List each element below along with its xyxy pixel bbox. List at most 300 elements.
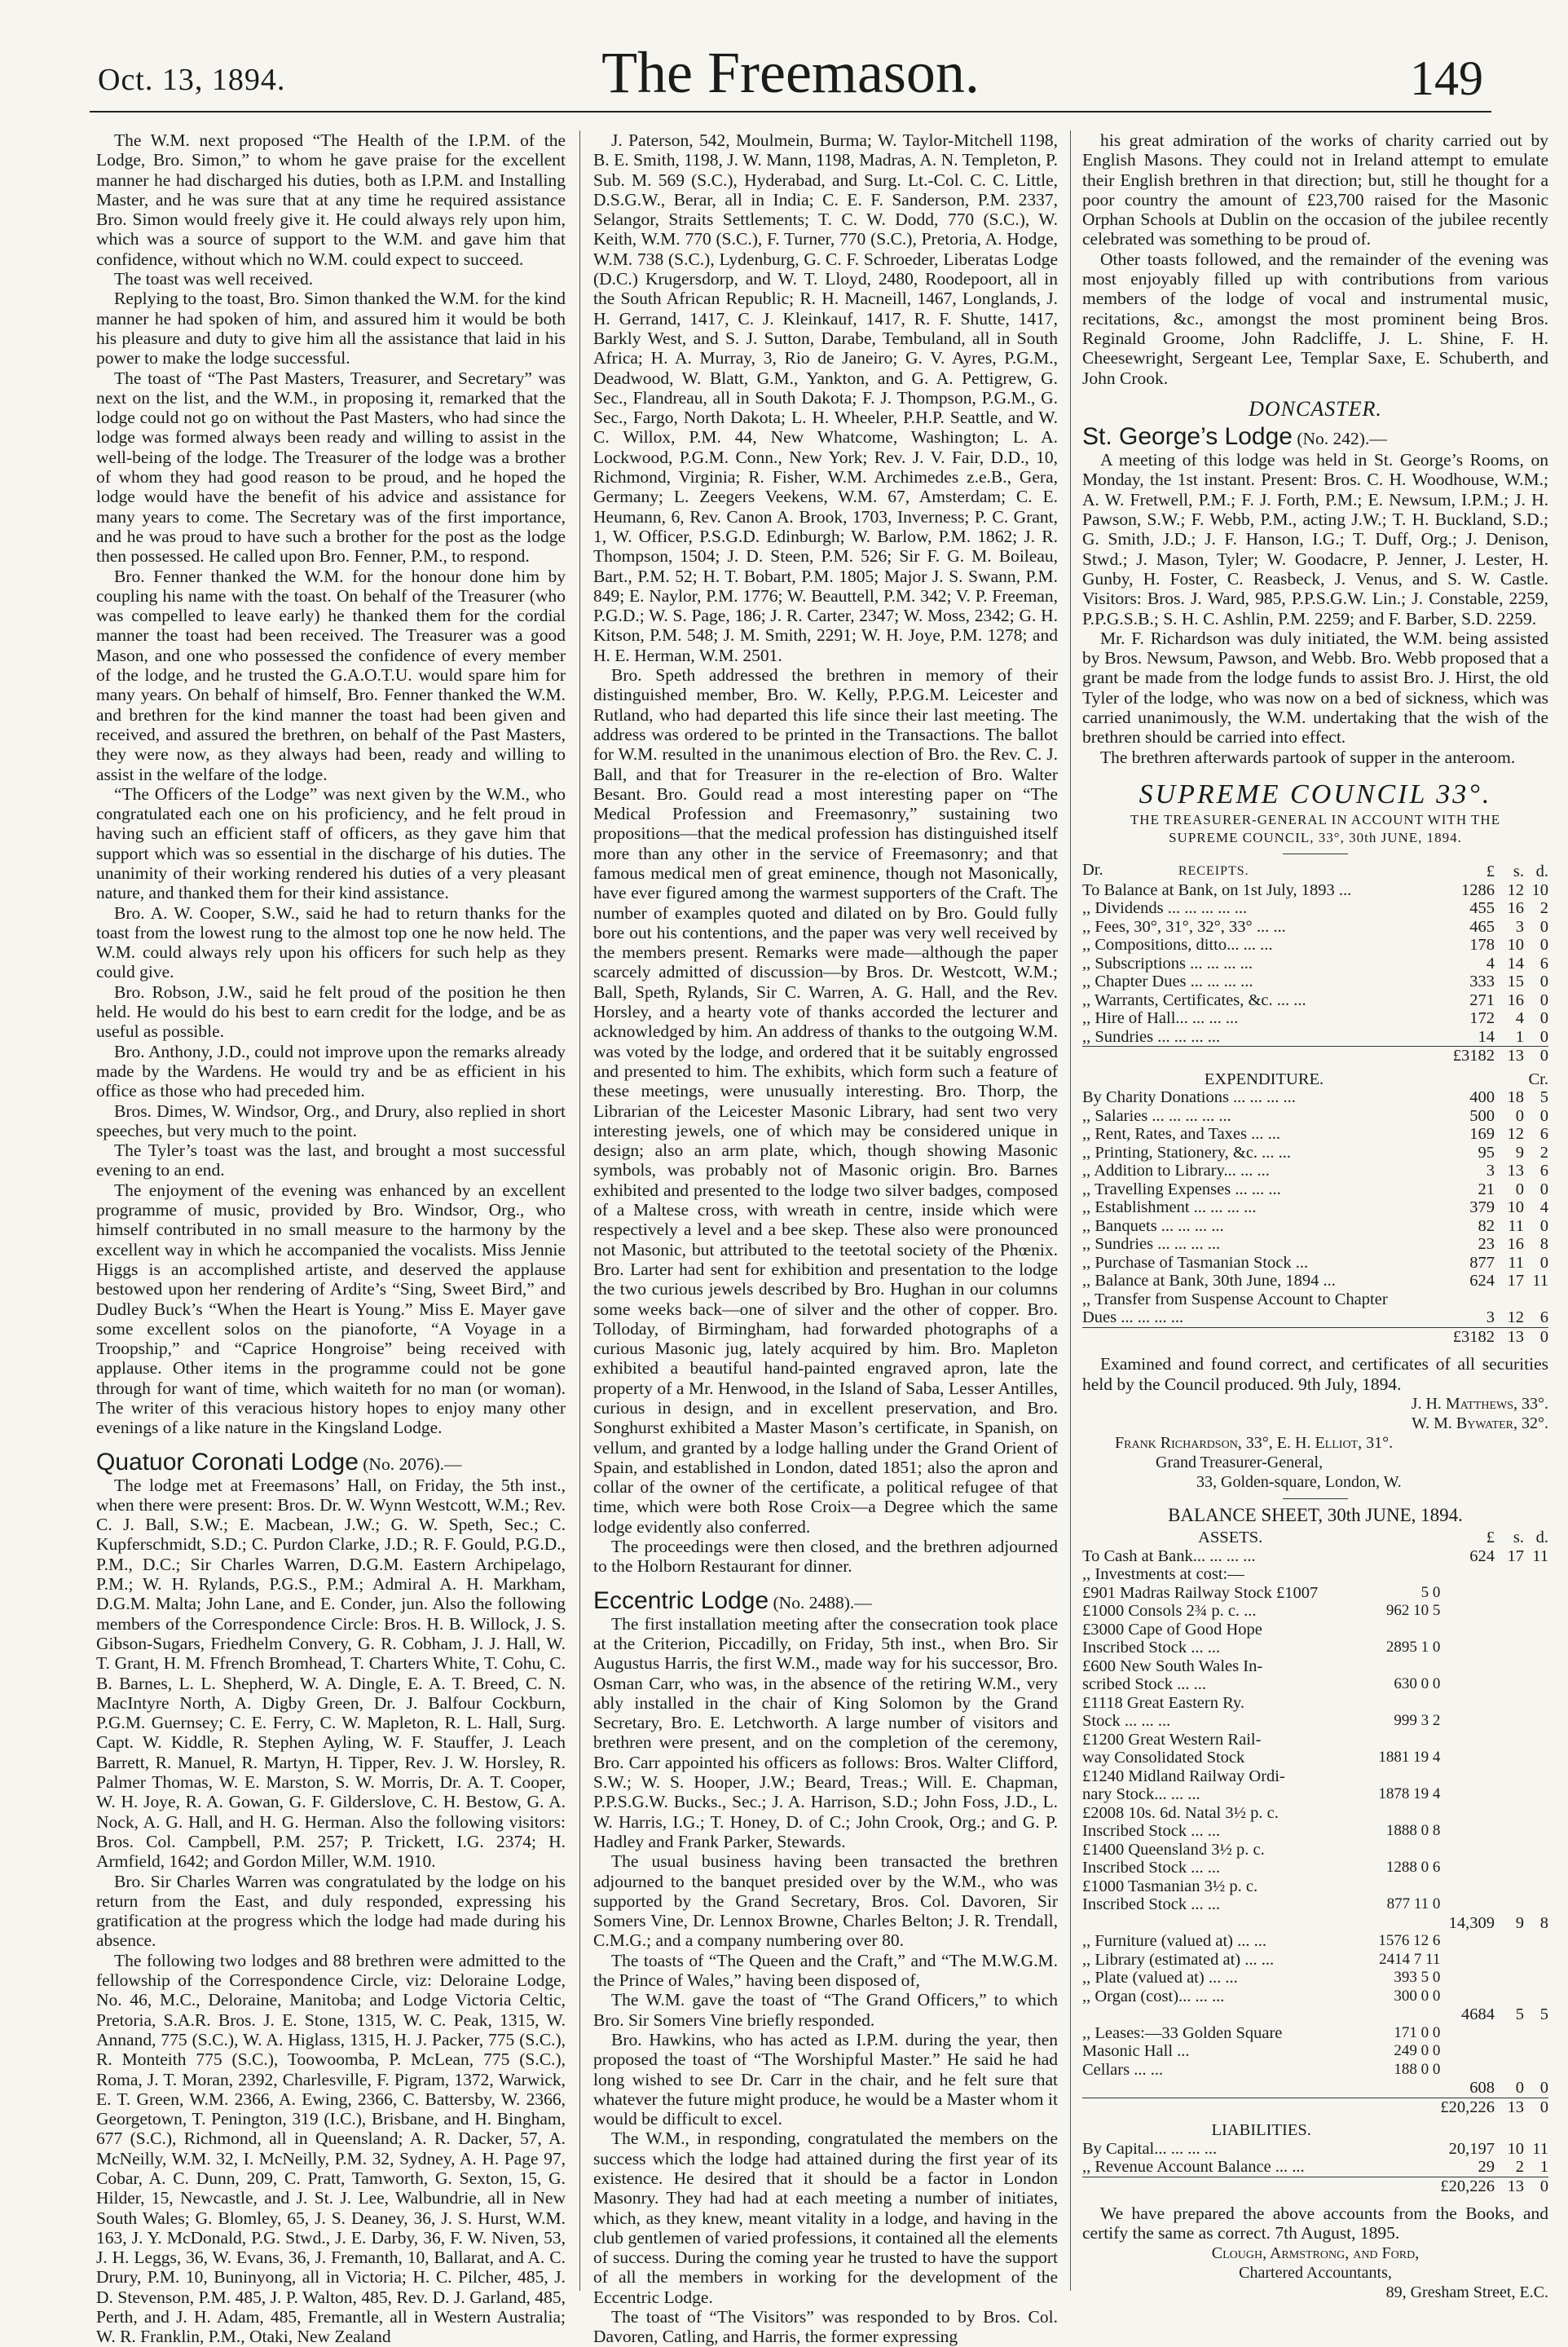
paragraph: Bro. Hawkins, who has acted as I.P.M. during the year, then proposed the toast of “The Worshipful Master.” He said he had long wished to see Dr. Carr in the chair, and he felt sure that whatever the future might produce, he would be a Master whom it would be difficult to excel. xyxy=(593,2029,1058,2129)
lodge-title: Eccentric Lodge xyxy=(593,1586,769,1614)
shillings-value: 17 xyxy=(1507,1272,1524,1290)
page-header xyxy=(90,33,1491,112)
account-label: £1000 Consols 2¾ p. c. ... xyxy=(1082,1602,1257,1621)
account-label: ,, Printing, Stationery, &c. ... ... xyxy=(1082,1143,1292,1162)
account-label: ,, Plate (valued at) ... ... xyxy=(1082,1969,1238,1987)
account-row xyxy=(1082,1841,1548,1860)
shillings-value: 18 xyxy=(1507,1088,1524,1107)
total-pounds: £20,226 xyxy=(1440,2177,1495,2195)
pounds-value: 23 xyxy=(1478,1235,1495,1254)
pence-value xyxy=(1524,1621,1548,1639)
pence-value: 10 xyxy=(1531,880,1548,899)
expenditure-heading: EXPENDITURE. xyxy=(1204,1070,1324,1088)
shillings-value xyxy=(1495,1895,1524,1914)
pence-value xyxy=(1524,1749,1548,1767)
pence-value xyxy=(1524,1951,1548,1970)
shillings-value xyxy=(1495,2024,1524,2043)
subtotal-value: 999 3 2 xyxy=(1394,1712,1441,1730)
account-label: Masonic Hall ... xyxy=(1082,2042,1190,2061)
subtotal-value xyxy=(1378,2005,1440,2024)
subtotal-value: 1288 0 6 xyxy=(1385,1859,1441,1877)
pence-value xyxy=(1524,1804,1548,1823)
pounds-value xyxy=(1440,1785,1495,1804)
pounds-value xyxy=(1440,1804,1495,1823)
pounds-value xyxy=(1440,1841,1495,1860)
pounds-value: 379 xyxy=(1469,1198,1495,1217)
pounds-value: 82 xyxy=(1478,1216,1495,1235)
pence-value xyxy=(1524,1657,1548,1676)
doncaster-heading: DONCASTER. xyxy=(1249,396,1382,421)
account-label: ,, Balance at Bank, 30th June, 1894 ... xyxy=(1082,1272,1336,1290)
pounds-value: 271 xyxy=(1469,990,1495,1009)
pence-value xyxy=(1524,1895,1548,1914)
paragraph: Bro. A. W. Cooper, S.W., said he had to return thanks for the toast from the lowest rung to the almost top one he now held. The W.M. could always rely upon his officers for such help as they could give. xyxy=(96,902,566,982)
signature: Frank Richardson, 33°, E. H. Elliot, 31°. xyxy=(1115,1433,1394,1452)
account-row xyxy=(1082,1767,1548,1786)
subtotal-value xyxy=(1378,1877,1440,1896)
pounds-value xyxy=(1440,1712,1495,1731)
subtotal-value: 2895 1 0 xyxy=(1385,1639,1441,1657)
pounds-value: 877 xyxy=(1469,1253,1495,1272)
account-row xyxy=(1082,2005,1548,2024)
account-row xyxy=(1082,1657,1548,1676)
shillings-value: 16 xyxy=(1507,1235,1524,1254)
subtotal-value xyxy=(1378,1914,1440,1933)
shillings-value: 0 xyxy=(1515,1180,1524,1198)
paragraph: The toast of “The Past Masters, Treasurer, and Secretary” was next on the list, and the W.M., in proposing it, remarked that the lodge could not go on without the Past Masters, who had since the lodge was formed always been ready and willing to assist in the well-being of the lodge. The Treasurer of the lodge was a brother of whom they had good reason to be proud, and he hoped the lodge would have the benefit of his advice and assistance for many years to come. The Secretary was of the first importance, and he was proud to have such a brother for the post as the lodge then possessed. He called upon Bro. Fenner, P.M., to respond. xyxy=(96,368,566,567)
subtotal-value: 1881 19 4 xyxy=(1378,1749,1441,1767)
liabilities-heading: LIABILITIES. xyxy=(1211,2121,1311,2140)
pence-value: 6 xyxy=(1539,1308,1548,1327)
shillings-value: 14 xyxy=(1507,954,1524,973)
account-label: £600 New South Wales In- xyxy=(1082,1657,1263,1675)
page-number: 149 xyxy=(1410,51,1483,105)
account-label xyxy=(1082,1914,1378,1933)
pence-value xyxy=(1524,1731,1548,1749)
pence-value xyxy=(1524,1932,1548,1951)
account-row xyxy=(1082,1254,1548,1273)
account-label: ,, Furniture (valued at) ... ... xyxy=(1082,1932,1267,1951)
pounds-value xyxy=(1440,1987,1495,2006)
account-row xyxy=(1082,1180,1548,1199)
shillings-value xyxy=(1495,1822,1524,1841)
pence-value xyxy=(1524,1877,1548,1896)
account-row xyxy=(1082,973,1548,991)
account-label: ,, Addition to Library... ... ... xyxy=(1082,1162,1270,1180)
paragraph: The toast of “The Visitors” was responded to by Bros. Col. Davoren, Catling, and Harris, the former expressing xyxy=(593,2307,1058,2347)
pence-value: 1 xyxy=(1539,2158,1548,2177)
pounds-value: 14,309 xyxy=(1448,1913,1495,1932)
account-row xyxy=(1082,1125,1548,1144)
pence-value: 6 xyxy=(1539,954,1548,973)
masthead-title: The Freemason. xyxy=(601,40,980,105)
account-row xyxy=(1082,1144,1548,1162)
paragraph: The W.M. gave the toast of “The Grand Officers,” to which Bro. Sir Somers Vine briefly responded. xyxy=(593,1990,1058,2030)
total-pence: 0 xyxy=(1524,2098,1548,2116)
paragraph: Mr. F. Richardson was duly initiated, the W.M. being assisted by Bros. Newsum, Pawson, and Webb. Bro. Webb proposed that a grant be made from the lodge funds to assist Bro. J. Hirst, the old Tyler of the lodge, who was now on a bed of sickness, which was carried unanimously, the W.M. undertaking that the wish of the brethren should be carried into effect. xyxy=(1082,628,1548,748)
account-subtitle: THE TREASURER-GENERAL IN ACCOUNT WITH THE xyxy=(1130,812,1501,828)
account-row xyxy=(1082,1749,1548,1767)
total-pounds: £3182 xyxy=(1446,1327,1495,1346)
pounds-value xyxy=(1440,1895,1495,1914)
paragraph: his great admiration of the works of charity carried out by English Masons. They could not in Ireland attempt to emulate their English brethren in that direction; but, still he thought for a poor country the amount of £23,700 raised for the Masonic Orphan Schools at Dublin on the occasion of the jubilee recently celebrated was something to be proud of. xyxy=(1082,130,1548,249)
shillings-value xyxy=(1495,1712,1524,1731)
pence-value: 6 xyxy=(1539,1162,1548,1180)
account-label: ,, Dividends ... ... ... ... ... xyxy=(1082,899,1248,918)
total-shillings: 13 xyxy=(1495,2098,1524,2116)
shillings-value xyxy=(1495,1602,1524,1621)
subtotal-value xyxy=(1378,1694,1440,1713)
pounds-value xyxy=(1440,1584,1495,1603)
account-label: Inscribed Stock ... ... xyxy=(1082,1822,1221,1841)
shillings-value xyxy=(1495,1804,1524,1823)
pounds-value xyxy=(1440,1639,1495,1657)
eccentric-lodge-report xyxy=(593,1614,1058,2347)
assets-heading: ASSETS. xyxy=(1198,1529,1263,1547)
subtotal-value: 300 0 0 xyxy=(1394,1987,1441,2005)
receipts-table xyxy=(1082,861,1548,1065)
pounds-value xyxy=(1440,1932,1495,1951)
account-row xyxy=(1082,2042,1548,2061)
account-row xyxy=(1082,1785,1548,1804)
account-label: ,, Travelling Expenses ... ... ... xyxy=(1082,1180,1281,1198)
account-label: ,, Organ (cost)... ... ... xyxy=(1082,1987,1225,2005)
account-label: ,, Hire of Hall... ... ... ... xyxy=(1082,1009,1239,1028)
account-row xyxy=(1082,1217,1548,1236)
pence-value: 0 xyxy=(1539,1253,1548,1272)
assets-table xyxy=(1082,1529,1548,2116)
signature: J. H. Matthews, 33°. xyxy=(1411,1394,1548,1413)
paragraph: Bro. Anthony, J.D., could not improve upon the remarks already made by the Wardens. He would try and be as efficient in his office as those who had preceded him. xyxy=(96,1041,566,1101)
pence-value xyxy=(1524,2061,1548,2080)
pounds-header: £ xyxy=(1486,862,1495,881)
account-label: scribed Stock ... ... xyxy=(1082,1675,1207,1694)
pence-value xyxy=(1524,1767,1548,1786)
shillings-value xyxy=(1495,1767,1524,1786)
pence-value xyxy=(1524,1565,1548,1584)
paragraph: The toasts of “The Queen and the Craft,” and “The M.W.G.M. the Prince of Wales,” having been disposed of, xyxy=(593,1950,1058,1991)
account-row xyxy=(1082,1162,1548,1180)
paragraph: Bro. Speth addressed the brethren in memory of their distinguished member, Bro. W. Kelly, P.P.G.M. Leicester and Rutland, who had departed this life since their last meeting. The address was ordered to be printed in the Transactions. The ballot for W.M. resulted in the unanimous election of Bro. the Rev. C. J. Ball, and that for Treasurer in the re-election of Bro. Walter Besant. Bro. Gould read a most interesting paper on “The Medical Profession and Freemasonry,” sustaining two propositions—that the medical profession has distinguished itself more than any other in the service of Freemasonry; and that famous medical men of great eminence, though not Masonically, have ever figured among the warmest supporters of the Craft. The number of examples quoted and dilated on by Bro. Gould fully bore out his contentions, and the paper was very well received by the members present. Remarks were made—although the paper scarcely admitted of discussion—by Bros. Dr. Westcott, W.M.; Ball, Speth, Rylands, Sir C. Warren, A. G. Hall, and the Rev. Horsley, and a hearty vote of thanks accorded the lecturer and acknowledged by him. An address of thanks to the outgoing W.M. was voted by the lodge, and ordered that it be suitably engrossed and presented to him. The exhibits, which form such a feature of these meetings, were unusually interesting. Bro. Thorp, the Librarian of the Leicester Masonic Library, had sent two very interesting jewels, one of which may be considered unique in design; also an arm plate, which, though showing Masonic symbols, was probably not of Masonic origin. Bro. Barnes exhibited and presented to the lodge two silver badges, composed of a Maltese cross, with wreath in centre, inside which were respectively a level and a bee skep. These also were pronounced not Masonic, but attributed to the teetotal society of the Phœnix. Bro. Larter had sent for exhibition and presentation to the lodge the two curious jewels described by Bro. Hughan in our columns some weeks back—one of silver and the other of copper. Bro. Tolloday, of Birmingham, had forwarded photographs of a curious Masonic jug, lately acquired by him. Bro. Mapleton exhibited a beautiful hand-painted engraved apron, late the property of a Mr. Henwood, in the Island of Saba, Lesser Antilles, curious in design, and in excellent preservation, and Bro. Songhurst exhibited a Master Mason’s certificate, in Spanish, on vellum, and granted by a lodge halling under the Grand Orient of Spain, and established in London, dated 1851; also the apron and collar of the owner of the certificate, a political refugee of that time, which were both Rose Croix—a Degree which the same lodge evidently also conferred. xyxy=(593,665,1058,1537)
pounds-value: 4 xyxy=(1486,954,1495,973)
pounds-value: 3 xyxy=(1486,1308,1495,1327)
pounds-value: 624 xyxy=(1469,1272,1495,1290)
pounds-value: 95 xyxy=(1478,1143,1495,1162)
pence-value xyxy=(1524,1969,1548,1987)
paragraph: J. Paterson, 542, Moulmein, Burma; W. Taylor-Mitchell 1198, B. E. Smith, 1198, J. W. Mann, 1198, Madras, A. N. Templeton, P. Sub. M. 569 (S.C.), Hyderabad, and Surg. Lt.-Col. C. C. Little, D.S.G.W., Berar, all in India; C. E. F. Sanderson, P.M. 2337, Selangor, Straits Settlements; T. C. W. Dodd, 770 (S.C.), W. Keith, W.M. 770 (S.C.), F. Turner, 770 (S.C.), Pretoria, A. Hodge, W.M. 738 (S.C.), Lydenburg, G. C. F. Schroeder, Liberatas Lodge (D.C.) Krugersdorp, and W. T. Lloyd, 2480, Roodepoort, all in the South African Republic; R. H. Macneill, 1467, Longlands, J. H. Gerrand, 1417, C. J. Kleinkauf, 1417, R. F. Shutte, 1417, Barkly West, and S. J. Sutton, Darabe, Tembuland, all in South Africa; H. A. Murray, 3, Rio de Janeiro; G. V. Ayres, P.G.M., Deadwood, W. Blatt, G.M., Yankton, and G. A. Pettigrew, G. Sec., Flandreau, all in South Dakota; F. J. Thompson, P.G.M., G. Sec., Fargo, North Dakota; L. H. Wheeler, P.H.P. Seattle, and W. C. Willox, P.M. 44, New Whatcome, Washington; L. A. Lockwood, P.G.M. Conn., New York; Rev. J. V. Fair, D.D., 10, Richmond, Virginia; R. Fisher, W.M. Archimedes z.e.B., Gera, Germany; L. Zeegers Veekens, W.M. 67, Amsterdam; C. E. Heumann, 6, Rev. Canon A. Brook, 1703, Inverness; P. C. Grant, 1, W. Officer, P.S.G.D. Edinburgh; W. Barlow, P.M. 1862; J. R. Thompson, 1504; J. D. Steen, P.M. 526; Sir F. G. M. Boileau, Bart., P.M. 52; H. T. Bobart, P.M. 1805; Major J. S. Swann, P.M. 849; E. Naylor, P.M. 1776; W. Beauttell, P.M. 342; V. P. Freeman, P.G.D.; W. S. Page, 186; J. R. Carter, 2347; W. Moss, 2342; G. H. Kitson, P.M. 548; J. M. Smith, 2291; W. H. Joye, P.M. 1278; and H. E. Herman, W.M. 2501. xyxy=(593,130,1058,665)
subtotal-value: 1878 19 4 xyxy=(1378,1785,1441,1803)
account-row xyxy=(1082,1290,1548,1309)
account-label: £1118 Great Eastern Ry. xyxy=(1082,1693,1244,1712)
pounds-value: 500 xyxy=(1469,1106,1495,1125)
pounds-value xyxy=(1440,1694,1495,1713)
subtotal-value: 5 0 xyxy=(1420,1583,1441,1601)
account-label: ,, Investments at cost:— xyxy=(1082,1565,1244,1584)
pounds-value: 333 xyxy=(1469,973,1495,991)
account-label: ,, Purchase of Tasmanian Stock ... xyxy=(1082,1253,1309,1272)
shillings-value: 9 xyxy=(1515,1143,1524,1162)
pence-value: 11 xyxy=(1532,1272,1548,1290)
account-row xyxy=(1082,1028,1548,1047)
paragraph: The W.M. next proposed “The Health of the I.P.M. of the Lodge, Bro. Simon,” to whom he gave praise for the excellent manner he had discharged his duties, both as I.P.M. and Installing Master, and he was sure that at any time he required assistance Bro. Simon would freely give it. He could always rely upon him, which was a source of support to the W.M. and gave him that confidence, without which no W.M. could expect to succeed. xyxy=(96,130,566,269)
pounds-value xyxy=(1440,1877,1495,1896)
shillings-value xyxy=(1495,1969,1524,1987)
account-row xyxy=(1082,1107,1548,1126)
pounds-value xyxy=(1440,1859,1495,1877)
shillings-value: 10 xyxy=(1507,1198,1524,1217)
liabilities-total xyxy=(1082,2177,1548,2195)
paragraph: Bro. Fenner thanked the W.M. for the honour done him by coupling his name with the toast. On behalf of the Treasurer (who was compelled to leave early) he thanked them for the cordial manner the toast had been received. The Treasurer was a good Mason, and one who possessed the confidence of every member of the lodge, and he trusted the G.A.O.T.U. would spare him for many years. On behalf of himself, Bro. Fenner thanked the W.M. and brethren for the kind manner the toast had been given and received, and assured the brethren, on behalf of the Past Masters, they were now, as they always had been, ready and willing to assist in the welfare of the lodge. xyxy=(96,566,566,784)
lodge-title: St. George’s Lodge xyxy=(1082,423,1293,451)
st-george-report xyxy=(1082,450,1548,767)
account-row xyxy=(1082,881,1548,900)
pence-value: 0 xyxy=(1539,1180,1548,1198)
pence-value: 0 xyxy=(1539,936,1548,955)
subtotal-value xyxy=(1378,1804,1440,1823)
account-row xyxy=(1082,1547,1548,1566)
pounds-value xyxy=(1440,1657,1495,1676)
paragraph: Bro. Robson, J.W., said he felt proud of the position he then held. He would do his best to earn credit for the lodge, and be as useful as possible. xyxy=(96,982,566,1042)
account-label: Inscribed Stock ... ... xyxy=(1082,1639,1221,1657)
pounds-value xyxy=(1440,2061,1495,2080)
pounds-value: 14 xyxy=(1478,1027,1495,1046)
paragraph: Bro. Sir Charles Warren was congratulated by the lodge on his return from the East, and duly responded, expressing his gratification at the progress which the lodge had made during his absence. xyxy=(96,1871,566,1951)
subtotal-value: 171 0 0 xyxy=(1394,2023,1441,2041)
pence-value xyxy=(1524,1584,1548,1603)
account-row xyxy=(1082,1859,1548,1877)
account-row xyxy=(1082,1895,1548,1914)
subtotal-value: 249 0 0 xyxy=(1394,2042,1441,2060)
subtotal-value xyxy=(1378,1621,1440,1639)
shillings-value xyxy=(1495,1877,1524,1896)
account-row xyxy=(1082,1621,1548,1639)
shillings-value xyxy=(1495,1290,1524,1309)
shillings-value xyxy=(1495,1621,1524,1639)
subtotal-value: 393 5 0 xyxy=(1394,1969,1441,1987)
pounds-value: 3 xyxy=(1486,1162,1495,1180)
account-row xyxy=(1082,1088,1548,1107)
pence-value xyxy=(1524,1987,1548,2006)
pounds-value xyxy=(1440,1749,1495,1767)
account-row xyxy=(1082,1235,1548,1254)
subtotal-value: 630 0 0 xyxy=(1394,1675,1441,1693)
account-row xyxy=(1082,899,1548,918)
assets-total xyxy=(1082,2098,1548,2116)
lodge-number: (No. 2076).— xyxy=(363,1454,462,1474)
pence-value xyxy=(1524,1822,1548,1841)
account-label: To Balance at Bank, on 1st July, 1893 ... xyxy=(1082,880,1352,899)
pence-value: 5 xyxy=(1539,1088,1548,1107)
subtotal-value: 1888 0 8 xyxy=(1385,1822,1441,1840)
pence-value: 0 xyxy=(1539,973,1548,991)
total-pounds: £20,226 xyxy=(1440,2098,1495,2116)
account-row xyxy=(1082,1932,1548,1951)
account-label: £1000 Tasmanian 3½ p. c. xyxy=(1082,1877,1258,1895)
pounds-value: 465 xyxy=(1469,917,1495,936)
subtotal-value: 877 11 0 xyxy=(1386,1895,1441,1913)
expenditure-table xyxy=(1082,1070,1548,1347)
shillings-value: 17 xyxy=(1507,1546,1524,1565)
article-body xyxy=(1082,130,1548,388)
account-row xyxy=(1082,991,1548,1010)
subtotal-value xyxy=(1378,1731,1440,1749)
shillings-value: 2 xyxy=(1515,2158,1524,2177)
shillings-value xyxy=(1495,1785,1524,1804)
account-label: ,, Compositions, ditto... ... ... xyxy=(1082,936,1273,955)
pence-value: 11 xyxy=(1532,2139,1548,2158)
account-row xyxy=(1082,2140,1548,2159)
paragraph: “The Officers of the Lodge” was next given by the W.M., who congratulated each one on his proficiency, and he felt proud in having such an efficient staff of officers, as they gave him that support which was so essential in the discharge of his duties. The unanimity of their working rendered his duties of a very pleasant nature, and thanked them for their kind assistance. xyxy=(96,783,566,903)
pence-value xyxy=(1524,1859,1548,1877)
auditor-address: 89, Gresham Street, E.C. xyxy=(1385,2283,1548,2301)
lodge-title: Quatuor Coronati Lodge xyxy=(96,1448,359,1476)
account-row xyxy=(1082,936,1548,955)
pounds-value: 4684 xyxy=(1461,2005,1495,2024)
paragraph: Bros. Dimes, W. Windsor, Org., and Drury, also replied in short speeches, but very much to the point. xyxy=(96,1101,566,1140)
shillings-value: 12 xyxy=(1507,880,1524,899)
account-label: ,, Banquets ... ... ... ... xyxy=(1082,1216,1224,1235)
account-label: By Capital... ... ... ... xyxy=(1082,2139,1218,2158)
total-pence: 0 xyxy=(1524,1327,1548,1346)
paragraph: The Tyler’s toast was the last, and brought a most successful evening to an end. xyxy=(96,1140,566,1180)
shillings-value: 0 xyxy=(1515,1106,1524,1125)
shillings-value: 5 xyxy=(1515,2005,1524,2024)
pence-value: 8 xyxy=(1539,1235,1548,1254)
account-row xyxy=(1082,918,1548,937)
account-label: ,, Transfer from Suspense Account to Chapter xyxy=(1082,1290,1388,1308)
account-label: Stock ... ... ... xyxy=(1082,1712,1171,1731)
shillings-value: 12 xyxy=(1507,1308,1524,1327)
pounds-value xyxy=(1440,1675,1495,1694)
subtotal-value: 1576 12 6 xyxy=(1378,1932,1441,1950)
total-pounds: £3182 xyxy=(1446,1047,1495,1065)
account-subtitle: SUPREME COUNCIL, 33°, 30th JUNE, 1894. xyxy=(1169,830,1462,846)
pence-value xyxy=(1524,1675,1548,1694)
column-rule xyxy=(579,130,580,2291)
shillings-value: 1 xyxy=(1515,1027,1524,1046)
paragraph: The toast was well received. xyxy=(114,269,314,289)
pence-value: 0 xyxy=(1539,990,1548,1009)
pounds-value: 21 xyxy=(1478,1180,1495,1198)
pounds-value: 20,197 xyxy=(1448,2139,1495,2158)
pounds-value xyxy=(1446,1290,1495,1309)
shillings-value xyxy=(1495,1932,1524,1951)
account-row xyxy=(1082,1694,1548,1713)
paragraph: The following two lodges and 88 brethren were admitted to the fellowship of the Correspondence Circle, viz: Deloraine Lodge, No. 46, M.C., Deloraine, Manitoba; and Lodge Victoria Celtic, Pretoria, S.A.R. Bros. J. E. Stone, 1315, W. C. Peak, 1315, W. Annand, 775 (S.C.), W. A. Higlass, 1315, H. J. Packer, 775 (S.C.), R. Monteith 775 (S.C.), Toowoomba, P. McLean, 775 (S.C.), Roma, J. T. Moran, 2392, Charlesville, F. Pigram, 1372, Warwick, E. T. Green, W.M. 2366, A. Ewing, 2366, C. Battersby, W. 2366, Georgetown, T. Penington, 319 (I.C.), Brisbane, and H. Bingham, 677 (S.C.), Richmond, all in Queensland; A. R. Dacker, 57, A. McNeilly, W.M. 32, I. McNeilly, P.M. 32, Sydney, A. H. Page 97, Cobar, A. C. Dunn, 209, C. Pratt, Tamworth, G. Sexton, 15, G. Hilder, 15, Newcastle, and J. St. J. Lee, Walbundrie, all in New South Wales; G. Blomley, 65, J. S. Deaney, 36, J. S. Hurst, W.M. 163, J. Y. McDonald, P.G. Stwd., J. E. Darby, 36, F. W. Niven, 53, J. H. Leggs, 36, W. Evans, 36, J. Fremanth, 10, Ballarat, and A. C. Drury, P.M. 10, Buninyong, all in Victoria; H. C. Pilcher, 485, J. D. Stevenson, P.M. 485, J. P. Walton, 485, Rev. D. J. Garland, 485, Perth, and J. H. Adam, 485, Fremantle, all in Western Australia; W. R. Franklin, P.M., Otaki, New Zealand xyxy=(96,1950,566,2347)
account-row xyxy=(1082,1987,1548,2006)
pence-value: 0 xyxy=(1539,1027,1548,1046)
receipts-total xyxy=(1082,1047,1548,1065)
column-rule xyxy=(1070,130,1071,2291)
pence-value xyxy=(1524,1290,1548,1309)
subtotal-value xyxy=(1378,1767,1440,1786)
pence-value: 2 xyxy=(1539,1143,1548,1162)
balance-sheet-heading: BALANCE SHEET, 30th JUNE, 1894. xyxy=(1168,1504,1463,1525)
account-label: Inscribed Stock ... ... xyxy=(1082,1859,1221,1877)
account-row xyxy=(1082,955,1548,973)
account-label: £901 Madras Railway Stock £1007 xyxy=(1082,1583,1319,1602)
liabilities-table xyxy=(1082,2121,1548,2195)
shillings-value: 13 xyxy=(1507,1162,1524,1180)
account-row xyxy=(1082,2024,1548,2043)
pence-value: 2 xyxy=(1539,899,1548,918)
shillings-value xyxy=(1495,2042,1524,2061)
shillings-value xyxy=(1495,1987,1524,2006)
account-label: To Cash at Bank... ... ... ... xyxy=(1082,1546,1256,1565)
account-row xyxy=(1082,1951,1548,1970)
shillings-value xyxy=(1495,1859,1524,1877)
pounds-value xyxy=(1440,1731,1495,1749)
paragraph: The usual business having been transacted the brethren adjourned to the banquet presided over by the W.M., who was supported by the Grand Secretary, Bros. Col. Davoren, Sir Somers Vine, Dr. Lennox Browne, Charles Belton; J. R. Trendall, C.M.G.; and a company numbering over 80. xyxy=(593,1851,1058,1951)
column-3 xyxy=(1082,130,1548,2299)
paragraph: The brethren afterwards partook of supper in the anteroom. xyxy=(1100,747,1516,767)
account-row xyxy=(1082,1914,1548,1933)
paragraph: The first installation meeting after the consecration took place at the Criterion, Piccadilly, on Friday, 5th inst., when Bro. Sir Augustus Harris, the first W.M., made way for his successor, Bro. Osman Carr, who was, in the absence of the retiring W.M., very ably installed in the chair of King Solomon by the Grand Secretary, Bro. E. Letchworth. A large number of visitors and brethren were present, and on the completion of the ceremony, Bro. Carr appointed his officers as follows: Bros. Walter Clifford, S.W.; W. S. Hooper, J.W.; Beard, Treas.; Will. E. Chapman, P.P.S.G.W. Bucks., Sec.; J. A. Harrison, S.D.; John Foss, J.D., L. W. Harris, I.G.; T. Honey, D. of C.; John Crook, Org.; and G. P. Hadley and Frank Parker, Stewards. xyxy=(593,1613,1058,1851)
pounds-header: £ xyxy=(1486,1529,1495,1547)
pounds-value xyxy=(1440,1621,1495,1639)
shillings-value xyxy=(1495,1675,1524,1694)
subtotal-value: 962 10 5 xyxy=(1385,1602,1441,1620)
divider xyxy=(1283,1498,1348,1499)
account-label: ,, Rent, Rates, and Taxes ... ... xyxy=(1082,1125,1281,1144)
account-row xyxy=(1082,1731,1548,1749)
total-pence: 0 xyxy=(1524,1047,1548,1065)
pounds-value: 455 xyxy=(1469,899,1495,918)
column-2 xyxy=(593,130,1058,2347)
column-1 xyxy=(96,130,566,2347)
pence-value: 8 xyxy=(1539,1913,1548,1932)
account-row xyxy=(1082,2079,1548,2098)
subtotal-value: 2414 7 11 xyxy=(1379,1950,1441,1968)
account-label: £3000 Cape of Good Hope xyxy=(1082,1620,1262,1639)
account-label: ,, Sundries ... ... ... ... xyxy=(1082,1235,1221,1254)
shillings-value: 4 xyxy=(1515,1009,1524,1028)
receipts-heading xyxy=(1082,861,1446,881)
pence-value xyxy=(1524,1639,1548,1657)
shillings-value: 11 xyxy=(1508,1253,1524,1272)
account-row xyxy=(1082,1565,1548,1584)
shillings-value xyxy=(1495,1731,1524,1749)
pounds-value xyxy=(1440,1951,1495,1970)
pounds-value: 29 xyxy=(1478,2158,1495,2177)
pounds-value xyxy=(1440,1969,1495,1987)
shillings-value xyxy=(1495,1841,1524,1860)
shillings-value: 9 xyxy=(1515,1913,1524,1932)
subtotal-value: 188 0 0 xyxy=(1394,2060,1441,2078)
account-label: ,, Warrants, Certificates, &c. ... ... xyxy=(1082,990,1306,1009)
pounds-value: 169 xyxy=(1469,1125,1495,1144)
account-label: £1240 Midland Railway Ordi- xyxy=(1082,1767,1285,1785)
pounds-value xyxy=(1440,1767,1495,1786)
account-label: ,, Leases:—33 Golden Square xyxy=(1082,2023,1283,2042)
pence-value: 0 xyxy=(1539,2079,1548,2098)
account-label: ,, Chapter Dues ... ... ... ... xyxy=(1082,973,1253,991)
cr-label: Cr. xyxy=(1528,1070,1548,1088)
account-row xyxy=(1082,2158,1548,2177)
article-body xyxy=(96,130,566,1438)
subtotal-value xyxy=(1378,1547,1440,1566)
account-label: Inscribed Stock ... ... xyxy=(1082,1895,1221,1914)
shillings-value: 16 xyxy=(1507,990,1524,1009)
account-row xyxy=(1082,2061,1548,2080)
signature-address: 33, Golden-square, London, W. xyxy=(1196,1472,1402,1491)
paragraph: Replying to the toast, Bro. Simon thanked the W.M. for the kind manner he had spoken of him, and assured him it would be both his pleasure and duty to give him all the assistance that laid in his power to make the lodge successful. xyxy=(96,289,566,368)
paragraph: Other toasts followed, and the remainder of the evening was most enjoyably filled up with contributions from various members of the lodge of vocal and instrumental music, recitations, &c., amongst the most prominent being Bros. Reginald Groome, John Radcliffe, J. L. Shine, F. H. Cheesewright, Sergeant Lee, Templar Saxe, E. Schuberth, and John Crook. xyxy=(1082,249,1548,388)
lodge-number: (No. 2488).— xyxy=(773,1592,872,1612)
pounds-value: 1286 xyxy=(1461,880,1495,899)
pence-value xyxy=(1524,2024,1548,2043)
shillings-value: 15 xyxy=(1507,973,1524,991)
